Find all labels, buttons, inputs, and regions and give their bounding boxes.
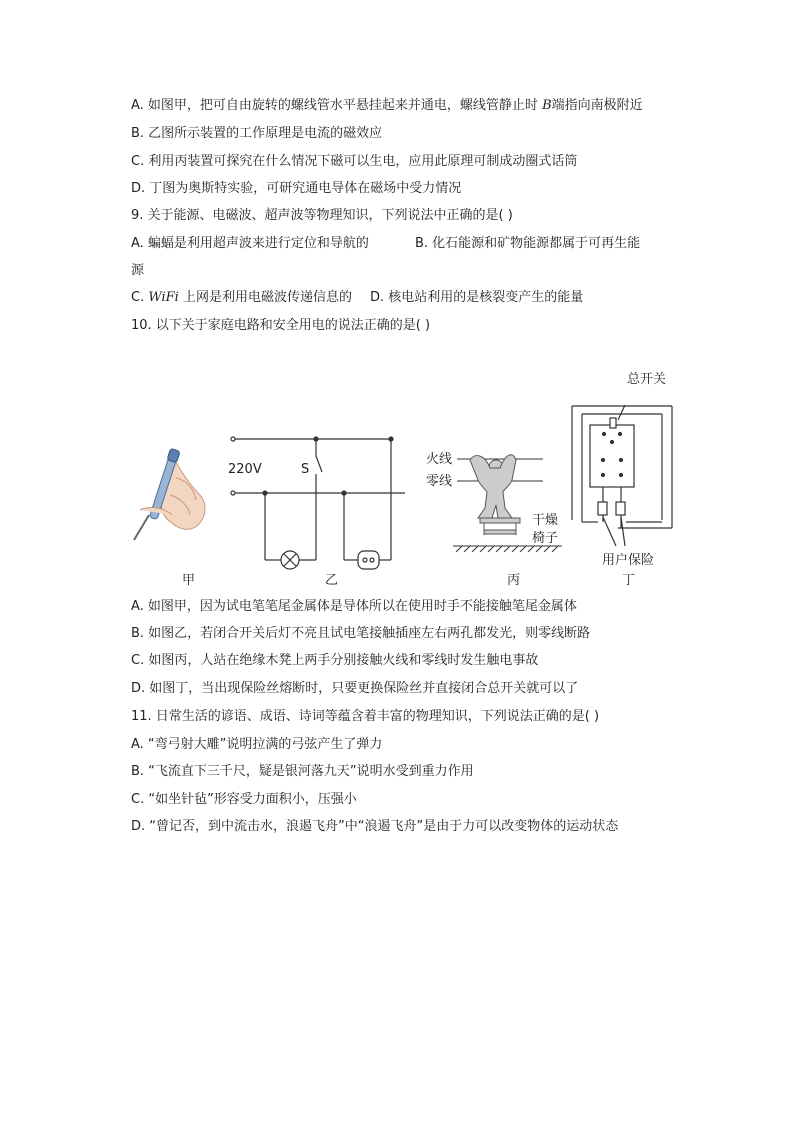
main-switch-label: 总开关 (627, 372, 667, 387)
prev-option-a-tail: 端指向南极附近 (551, 98, 643, 113)
q10-option-b: B. 如图乙，若闭合开关后灯不亮且试电笔接触插座左右两孔都发光，则零线断路 (131, 626, 591, 641)
user-fuse-label: 用户保险 (602, 553, 655, 568)
voltage-label: 220V (228, 462, 262, 477)
prev-option-a-text: A. 如图甲，把可自由旋转的螺线管水平悬挂起来并通电，螺线管静止时 (131, 98, 543, 113)
q10-option-c: C. 如图丙，人站在绝缘木凳上两手分别接触火线和零线时发生触电事故 (131, 653, 539, 668)
q9-option-a: A. 蝙蝠是利用超声波来进行定位和导航的 (131, 236, 369, 251)
q10-figure (0, 360, 794, 590)
prev-option-b (131, 125, 382, 143)
q11-option-a: A. “弯弓射大雕”说明拉满的弓弦产生了弹力 (131, 737, 383, 752)
switch-label: S (301, 462, 310, 477)
q9-stem: 9. 关于能源、电磁波、超声波等物理知识，下列说法中正确的是( ) (131, 208, 513, 223)
q9-option-b: B. 化石能源和矿物能源都属于可再生能 (414, 236, 641, 251)
prev-option-b-text: B. 乙图所示装置的工作原理是电流的磁效应 (131, 126, 383, 141)
q11-option-b: B. “飞流直下三千尺，疑是银河落九天”说明水受到重力作用 (131, 764, 474, 779)
prev-option-a (131, 97, 643, 115)
prev-option-d (131, 180, 461, 198)
caption-bing: 丙 (507, 573, 521, 588)
q11-stem: 11. 日常生活的谚语、成语、诗词等蕴含着丰富的物理知识，下列说法正确的是( ) (131, 709, 600, 724)
prev-option-c-text: C. 利用丙装置可探究在什么情况下磁可以生电，应用此原理可制成动圈式话筒 (131, 154, 578, 169)
q9-option-c: C. WiFi 上网是利用电磁波传递信息的 (131, 290, 352, 305)
prev-option-c (131, 153, 577, 171)
live-wire-label: 火线 (426, 452, 453, 467)
q10-stem: 10. 以下关于家庭电路和安全用电的说法正确的是( ) (131, 318, 431, 333)
q9-option-b-wrap: 源 (131, 263, 145, 278)
caption-yi: 乙 (325, 573, 339, 588)
caption-ding: 丁 (622, 573, 636, 588)
q9-option-d: D. 核电站利用的是核裂变产生的能量 (369, 290, 584, 305)
q10-option-d: D. 如图丁，当出现保险丝熔断时，只要更换保险丝并直接闭合总开关就可以了 (131, 681, 579, 696)
prev-option-a-italic: B (542, 98, 552, 113)
figure-ding-distribution-box (572, 405, 672, 546)
prev-option-d-text: D. 丁图为奥斯特实验，可研究通电导体在磁场中受力情况 (131, 181, 462, 196)
figure-jia-test-pen (134, 448, 205, 540)
neutral-wire-label: 零线 (426, 474, 453, 489)
q9-options-ab (131, 235, 640, 253)
q11-option-c: C. “如坐针毡”形容受力面积小，压强小 (131, 792, 357, 807)
dry-chair-label-2: 椅子 (532, 531, 559, 546)
caption-jia: 甲 (182, 573, 196, 588)
q10-option-a: A. 如图甲，因为试电笔笔尾金属体是导体所以在使用时手不能接触笔尾金属体 (131, 599, 577, 614)
dry-chair-label-1: 干燥 (532, 513, 559, 528)
figure-yi-circuit (231, 437, 405, 569)
q9-options-cd (131, 289, 583, 307)
q11-option-d: D. “曾记否，到中流击水，浪遏飞舟”中“浪遏飞舟”是由于力可以改变物体的运动状态 (131, 819, 619, 834)
